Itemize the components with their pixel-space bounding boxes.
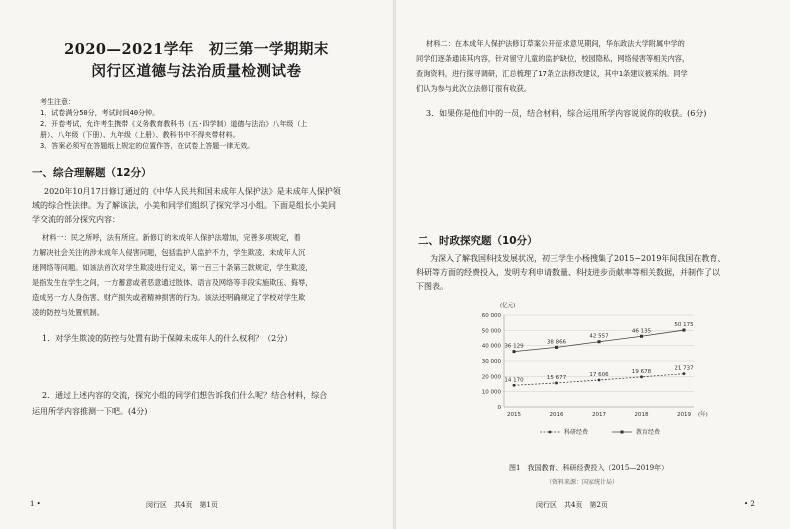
section2-intro-line-3: 下图表。 [416, 282, 448, 291]
education-point [640, 335, 643, 338]
education-data-label: 46 135 [631, 328, 652, 335]
y-axis-label: (亿元) [500, 303, 516, 309]
intro-line-1: 2020年10月17日修订通过的《中华人民共和国未成年人保护法》是未成年人保护领 [44, 187, 341, 196]
education-point [598, 340, 601, 343]
x-tick-label: 2018 [634, 412, 649, 418]
legend-research-label: 科研经费 [564, 429, 589, 436]
material2-line-3: 查询资料，进行探寻调研，汇总梳理了17条立法修改建议，其中1条建议被采纳。同学 [416, 69, 688, 78]
funding-chart [472, 295, 712, 460]
education-data-label: 50 175 [674, 322, 694, 329]
right-page [396, 0, 790, 529]
intro-line-3: 学交流的部分探究内容： [32, 215, 120, 224]
left-page [0, 0, 393, 529]
legend-education-label: 教育经费 [636, 429, 661, 436]
research-point [598, 379, 601, 382]
y-tick-label: 50 000 [481, 328, 501, 335]
footer-page-info-left: 闵行区 共4页 第1页 [146, 501, 218, 509]
research-point [683, 372, 686, 375]
material1-line-3: 迷网络等问题。如该法首次对学生欺凌进行定义，第一百三十条第三款规定，学生欺凌， [32, 263, 313, 272]
y-tick-label: 60 000 [481, 313, 501, 319]
footer-page-number-right: • 2 [744, 500, 755, 508]
legend-education-marker [621, 431, 624, 434]
education-point [683, 329, 686, 332]
material1-line-2: 力解决社会关注的涉未成年人侵害问题，包括监护人监护不力，学生欺凌、未成年人沉 [32, 248, 306, 257]
education-point [513, 350, 516, 353]
section1-title: 一、综合理解题（12分） [32, 167, 152, 179]
footer-page-info-right: 闵行区 共4页 第2页 [536, 501, 608, 509]
research-data-label: 21 737 [674, 365, 694, 372]
y-tick-label: 10 000 [481, 389, 501, 396]
x-tick-label: 2015 [507, 412, 521, 418]
research-point [513, 384, 516, 387]
question-1: 1．对学生欺凌的防控与处置有助于保障未成年人的什么权利？（2分） [42, 334, 293, 343]
material1-line-1: 材料一：民之所呼，法有所应。新修订的未成年人保护法增加，完善多项规定，着 [42, 233, 301, 242]
research-point [640, 375, 643, 378]
x-tick-label: 2016 [549, 412, 564, 418]
exam-title-line1: 2020—2021学年 初三第一学期期末 [64, 41, 329, 58]
material1-line-4: 是指发生在学生之间，一方蓄意或者恶意通过肢体、语言及网络等手段实施欺压、侮辱， [32, 278, 313, 287]
footer-page-number-left: 1 • [30, 500, 41, 508]
material2-line-4: 们认为参与此次立法修订很有收获。 [416, 84, 532, 93]
research-data-label: 15 677 [546, 374, 567, 381]
notice-line-1: 1．试卷满分50分，考试时间40分钟。 [40, 109, 160, 117]
x-tick-label: 2019 [677, 412, 691, 418]
x-tick-label: 2017 [592, 412, 606, 418]
research-data-label: 14 170 [504, 377, 524, 384]
material1-line-6: 凌的防控与处置机制。 [32, 308, 104, 317]
education-data-label: 42 557 [589, 333, 609, 340]
chart-source: （资料来源：国家统计局） [546, 479, 619, 486]
section2-intro-line-1: 为深入了解我国科技发展状况，初三学生小杨搜集了2015−2019年间我国在教育、 [430, 254, 726, 263]
y-tick-label: 40 000 [481, 343, 501, 350]
section2-intro-line-2: 科研等方面的经费投入，发明专利申请数量、科技进步贡献率等相关数据，并制作了以 [416, 268, 720, 277]
y-tick-label: 0 [497, 405, 501, 411]
education-data-label: 36 129 [504, 343, 524, 350]
x-axis-label: (年) [698, 412, 708, 418]
intro-line-2: 域的综合性法律。为了解该法，小美和同学们组织了探究学习小组。下面是组长小美同 [32, 201, 336, 210]
chart-caption: 图1 我国教育、科研经费投入（2015—2019年） [509, 464, 669, 472]
research-data-label: 19 678 [631, 368, 652, 375]
funding-chart-svg [472, 295, 712, 460]
research-data-label: 17 606 [589, 372, 609, 379]
exam-title-line2: 闵行区道德与法治质量检测试卷 [91, 63, 302, 80]
y-tick-label: 20 000 [481, 374, 501, 381]
question-2-line-2: 运用所学内容推测一下吧。(4分) [32, 407, 148, 416]
material2-line-1: 材料二：在本成年人保护法修订草案公开征求意见期间，华东政法大学附属中学的 [426, 39, 685, 48]
section2-title: 二、时政探究题（10分） [418, 235, 538, 247]
education-point [555, 346, 558, 349]
notice-line-2: 2．开卷考试，允许考生携带《义务教育教科书（五·四学制）道德与法治》八年级（上 [40, 120, 308, 128]
material2-line-2: 同学们逐条通读其内容，针对留守儿童的监护缺位，校园隐私，网络侵害等相关内容， [416, 54, 690, 63]
education-data-label: 38 866 [546, 339, 567, 346]
notice-line-4: 3．答案必须写在答题纸上规定的位置作答，在试卷上答题一律无效。 [40, 142, 255, 150]
question-3: 3．如果你是他们中的一员，结合材料，综合运用所学内容说说你的收获。(6分) [426, 109, 707, 118]
material1-line-5: 造成另一方人身伤害、财产损失或者精神损害的行为。该法还明确规定了学校对学生欺 [32, 293, 306, 302]
notice-heading: 考生注意： [40, 98, 75, 106]
y-tick-label: 30 000 [481, 359, 501, 365]
notice-line-3: 册）、八年级（下册）、九年级（上册）、教科书中不得夹带材料。 [40, 131, 240, 139]
research-point [555, 382, 558, 385]
legend-research-marker [549, 431, 552, 434]
question-2-line-1: 2．通过上述内容的交流，探究小组的同学们想告诉我们什么呢？结合材料，综合 [42, 391, 328, 400]
